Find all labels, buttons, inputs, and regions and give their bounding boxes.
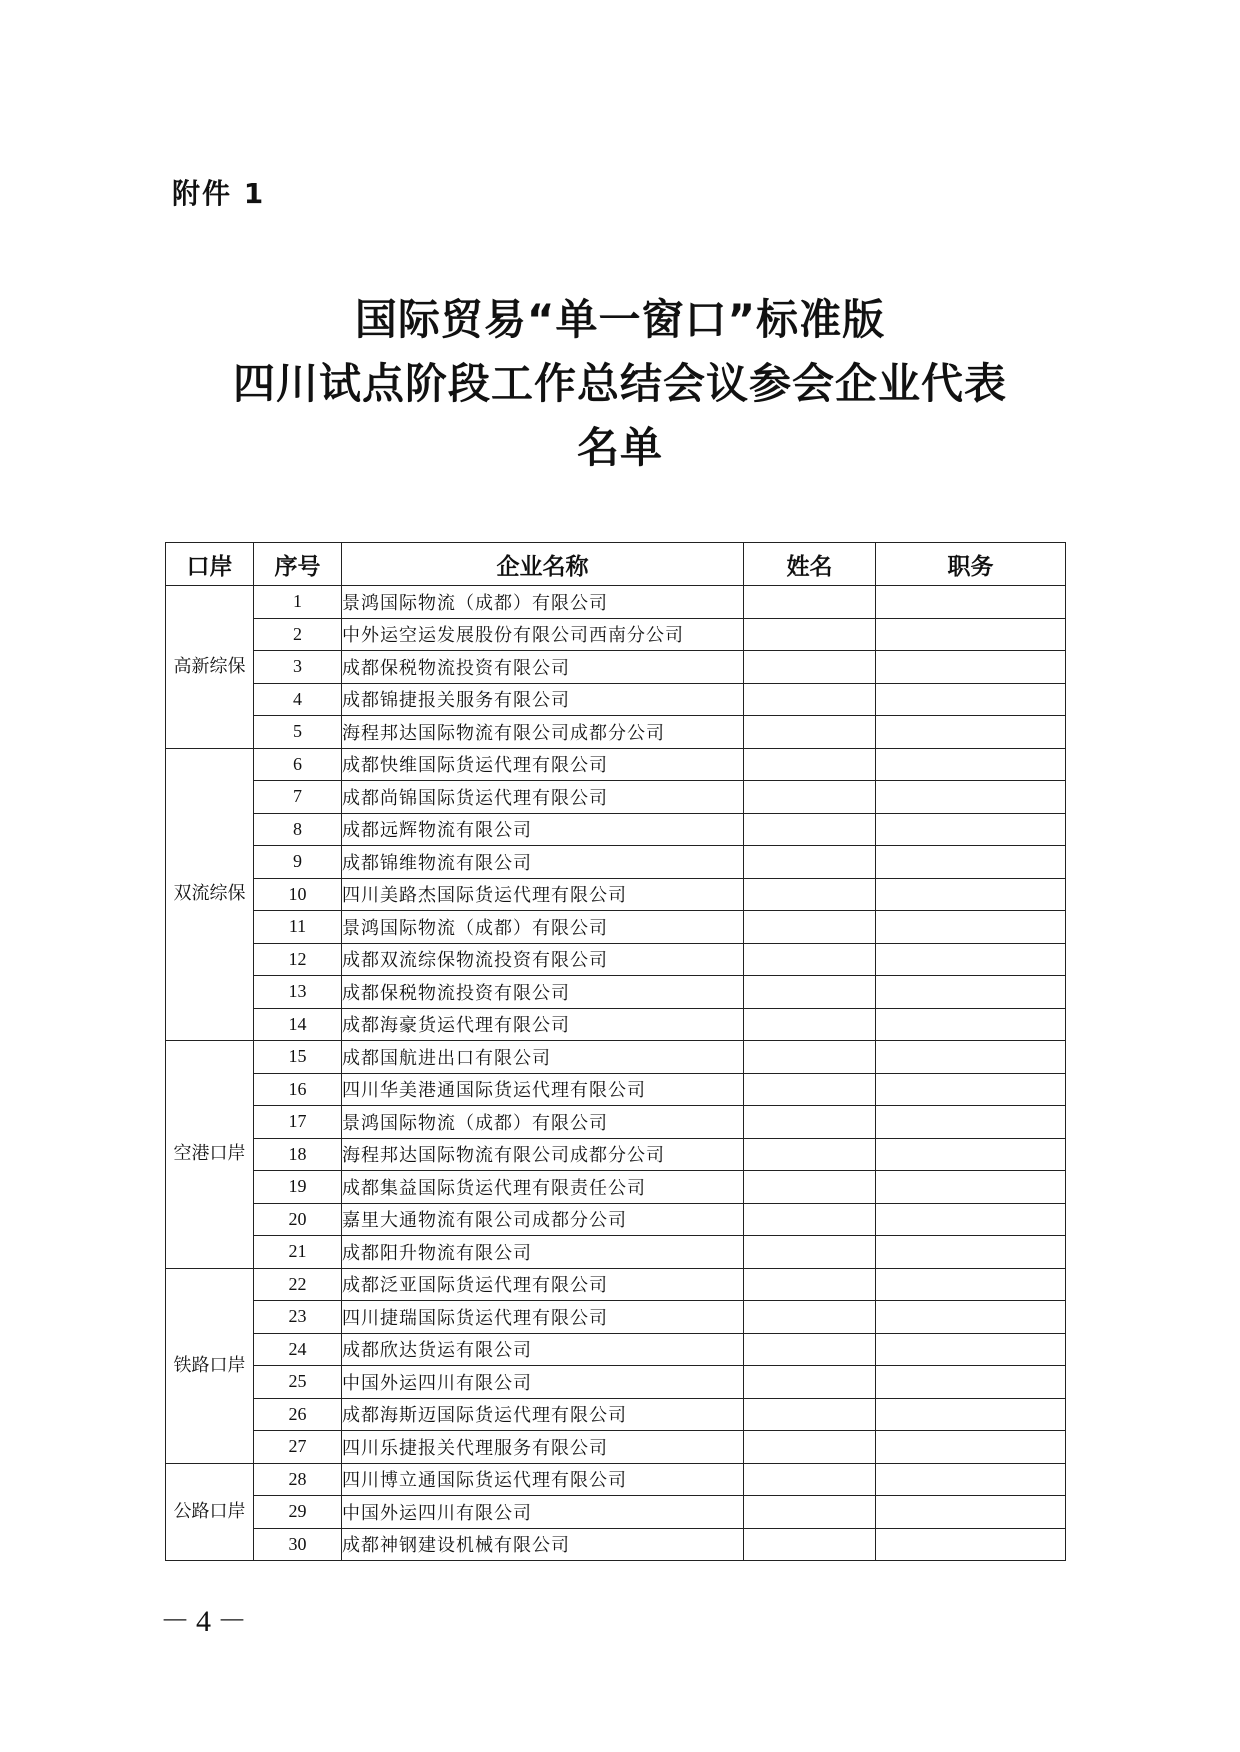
company-cell: 嘉里大通物流有限公司成都分公司 [342,1203,744,1236]
company-cell: 四川华美港通国际货运代理有限公司 [342,1073,744,1106]
position-cell [876,1528,1066,1561]
name-cell [744,878,876,911]
seq-cell: 13 [254,976,342,1009]
seq-cell: 21 [254,1236,342,1269]
name-cell [744,748,876,781]
name-cell [744,1203,876,1236]
position-cell [876,618,1066,651]
seq-cell: 20 [254,1203,342,1236]
table-row [166,1073,1066,1106]
table-row [166,1268,1066,1301]
seq-cell: 28 [254,1463,342,1496]
port-cell: 双流综保 [166,748,254,1041]
position-cell [876,1301,1066,1334]
table-row [166,716,1066,749]
seq-cell: 9 [254,846,342,879]
name-cell [744,1301,876,1334]
name-cell [744,1041,876,1074]
name-cell [744,1333,876,1366]
company-cell: 成都双流综保物流投资有限公司 [342,943,744,976]
company-cell: 成都海豪货运代理有限公司 [342,1008,744,1041]
header-name: 姓名 [744,543,876,586]
port-cell: 铁路口岸 [166,1268,254,1463]
header-company: 企业名称 [342,543,744,586]
company-cell: 成都泛亚国际货运代理有限公司 [342,1268,744,1301]
title-line-1: 国际贸易“单一窗口”标准版 [354,295,886,344]
name-cell [744,943,876,976]
table-row [166,1463,1066,1496]
table-row [166,813,1066,846]
position-cell [876,878,1066,911]
name-cell [744,1463,876,1496]
company-cell: 景鸿国际物流（成都）有限公司 [342,911,744,944]
attendee-table [165,542,1066,1561]
position-cell [876,1203,1066,1236]
seq-cell: 30 [254,1528,342,1561]
name-cell [744,1528,876,1561]
port-cell: 高新综保 [166,586,254,749]
table-header-row [166,543,1066,586]
company-cell: 景鸿国际物流（成都）有限公司 [342,586,744,619]
position-cell [876,943,1066,976]
title-line-2: 四川试点阶段工作总结会议参会企业代表 [232,359,1007,408]
company-cell: 成都尚锦国际货运代理有限公司 [342,781,744,814]
name-cell [744,1171,876,1204]
seq-cell: 15 [254,1041,342,1074]
table-row [166,781,1066,814]
table-row [166,1333,1066,1366]
table-row [166,1431,1066,1464]
company-cell: 四川乐捷报关代理服务有限公司 [342,1431,744,1464]
company-cell: 成都阳升物流有限公司 [342,1236,744,1269]
name-cell [744,1398,876,1431]
position-cell [876,1398,1066,1431]
company-cell: 成都神钢建设机械有限公司 [342,1528,744,1561]
company-cell: 四川博立通国际货运代理有限公司 [342,1463,744,1496]
name-cell [744,586,876,619]
position-cell [876,781,1066,814]
document-title [0,288,1240,480]
table-row [166,618,1066,651]
seq-cell: 17 [254,1106,342,1139]
name-cell [744,716,876,749]
position-cell [876,1171,1066,1204]
table-row [166,1203,1066,1236]
position-cell [876,683,1066,716]
header-seq: 序号 [254,543,342,586]
company-cell: 海程邦达国际物流有限公司成都分公司 [342,716,744,749]
name-cell [744,1496,876,1529]
table-row [166,683,1066,716]
position-cell [876,976,1066,1009]
position-cell [876,1008,1066,1041]
name-cell [744,1236,876,1269]
seq-cell: 10 [254,878,342,911]
position-cell [876,651,1066,684]
table-row [166,1171,1066,1204]
seq-cell: 2 [254,618,342,651]
name-cell [744,911,876,944]
position-cell [876,1138,1066,1171]
position-cell [876,813,1066,846]
seq-cell: 14 [254,1008,342,1041]
name-cell [744,1073,876,1106]
company-cell: 海程邦达国际物流有限公司成都分公司 [342,1138,744,1171]
position-cell [876,1463,1066,1496]
company-cell: 中国外运四川有限公司 [342,1366,744,1399]
table-row [166,1008,1066,1041]
seq-cell: 27 [254,1431,342,1464]
table-row [166,1496,1066,1529]
table-row [166,943,1066,976]
page-number: －4－ [160,1605,253,1638]
position-cell [876,1366,1066,1399]
seq-cell: 19 [254,1171,342,1204]
seq-cell: 4 [254,683,342,716]
header-port: 口岸 [166,543,254,586]
table-row [166,748,1066,781]
position-cell [876,1106,1066,1139]
name-cell [744,651,876,684]
table-row [166,1236,1066,1269]
position-cell [876,1496,1066,1529]
table-row [166,1398,1066,1431]
title-line-3: 名单 [576,423,663,472]
position-cell [876,748,1066,781]
seq-cell: 22 [254,1268,342,1301]
table-row [166,976,1066,1009]
name-cell [744,781,876,814]
company-cell: 成都国航进出口有限公司 [342,1041,744,1074]
seq-cell: 1 [254,586,342,619]
position-cell [876,586,1066,619]
company-cell: 成都保税物流投资有限公司 [342,651,744,684]
company-cell: 成都集益国际货运代理有限责任公司 [342,1171,744,1204]
name-cell [744,1008,876,1041]
seq-cell: 18 [254,1138,342,1171]
position-cell [876,1333,1066,1366]
seq-cell: 24 [254,1333,342,1366]
table-row [166,1041,1066,1074]
company-cell: 景鸿国际物流（成都）有限公司 [342,1106,744,1139]
position-cell [876,911,1066,944]
company-cell: 中外运空运发展股份有限公司西南分公司 [342,618,744,651]
seq-cell: 16 [254,1073,342,1106]
table-row [166,1301,1066,1334]
company-cell: 中国外运四川有限公司 [342,1496,744,1529]
seq-cell: 11 [254,911,342,944]
name-cell [744,618,876,651]
seq-cell: 5 [254,716,342,749]
position-cell [876,1236,1066,1269]
company-cell: 成都锦捷报关服务有限公司 [342,683,744,716]
table-row [166,1528,1066,1561]
attachment-label: 附件 1 [172,177,266,210]
seq-cell: 23 [254,1301,342,1334]
seq-cell: 8 [254,813,342,846]
header-position: 职务 [876,543,1066,586]
seq-cell: 12 [254,943,342,976]
table-row [166,651,1066,684]
company-cell: 成都保税物流投资有限公司 [342,976,744,1009]
seq-cell: 7 [254,781,342,814]
name-cell [744,813,876,846]
position-cell [876,846,1066,879]
seq-cell: 29 [254,1496,342,1529]
port-cell: 空港口岸 [166,1041,254,1269]
table-row [166,846,1066,879]
seq-cell: 26 [254,1398,342,1431]
company-cell: 成都远辉物流有限公司 [342,813,744,846]
table-row [166,586,1066,619]
position-cell [876,1041,1066,1074]
port-cell: 公路口岸 [166,1463,254,1561]
name-cell [744,683,876,716]
seq-cell: 3 [254,651,342,684]
table-row [166,1106,1066,1139]
position-cell [876,1268,1066,1301]
company-cell: 四川美路杰国际货运代理有限公司 [342,878,744,911]
position-cell [876,1073,1066,1106]
name-cell [744,1106,876,1139]
name-cell [744,976,876,1009]
company-cell: 成都欣达货运有限公司 [342,1333,744,1366]
table-row [166,878,1066,911]
table-row [166,1366,1066,1399]
name-cell [744,1268,876,1301]
company-cell: 成都海斯迈国际货运代理有限公司 [342,1398,744,1431]
table-row [166,1138,1066,1171]
position-cell [876,716,1066,749]
company-cell: 四川捷瑞国际货运代理有限公司 [342,1301,744,1334]
company-cell: 成都快维国际货运代理有限公司 [342,748,744,781]
name-cell [744,846,876,879]
name-cell [744,1366,876,1399]
seq-cell: 6 [254,748,342,781]
name-cell [744,1431,876,1464]
table-body [166,586,1066,1561]
name-cell [744,1138,876,1171]
company-cell: 成都锦维物流有限公司 [342,846,744,879]
position-cell [876,1431,1066,1464]
table-row [166,911,1066,944]
seq-cell: 25 [254,1366,342,1399]
